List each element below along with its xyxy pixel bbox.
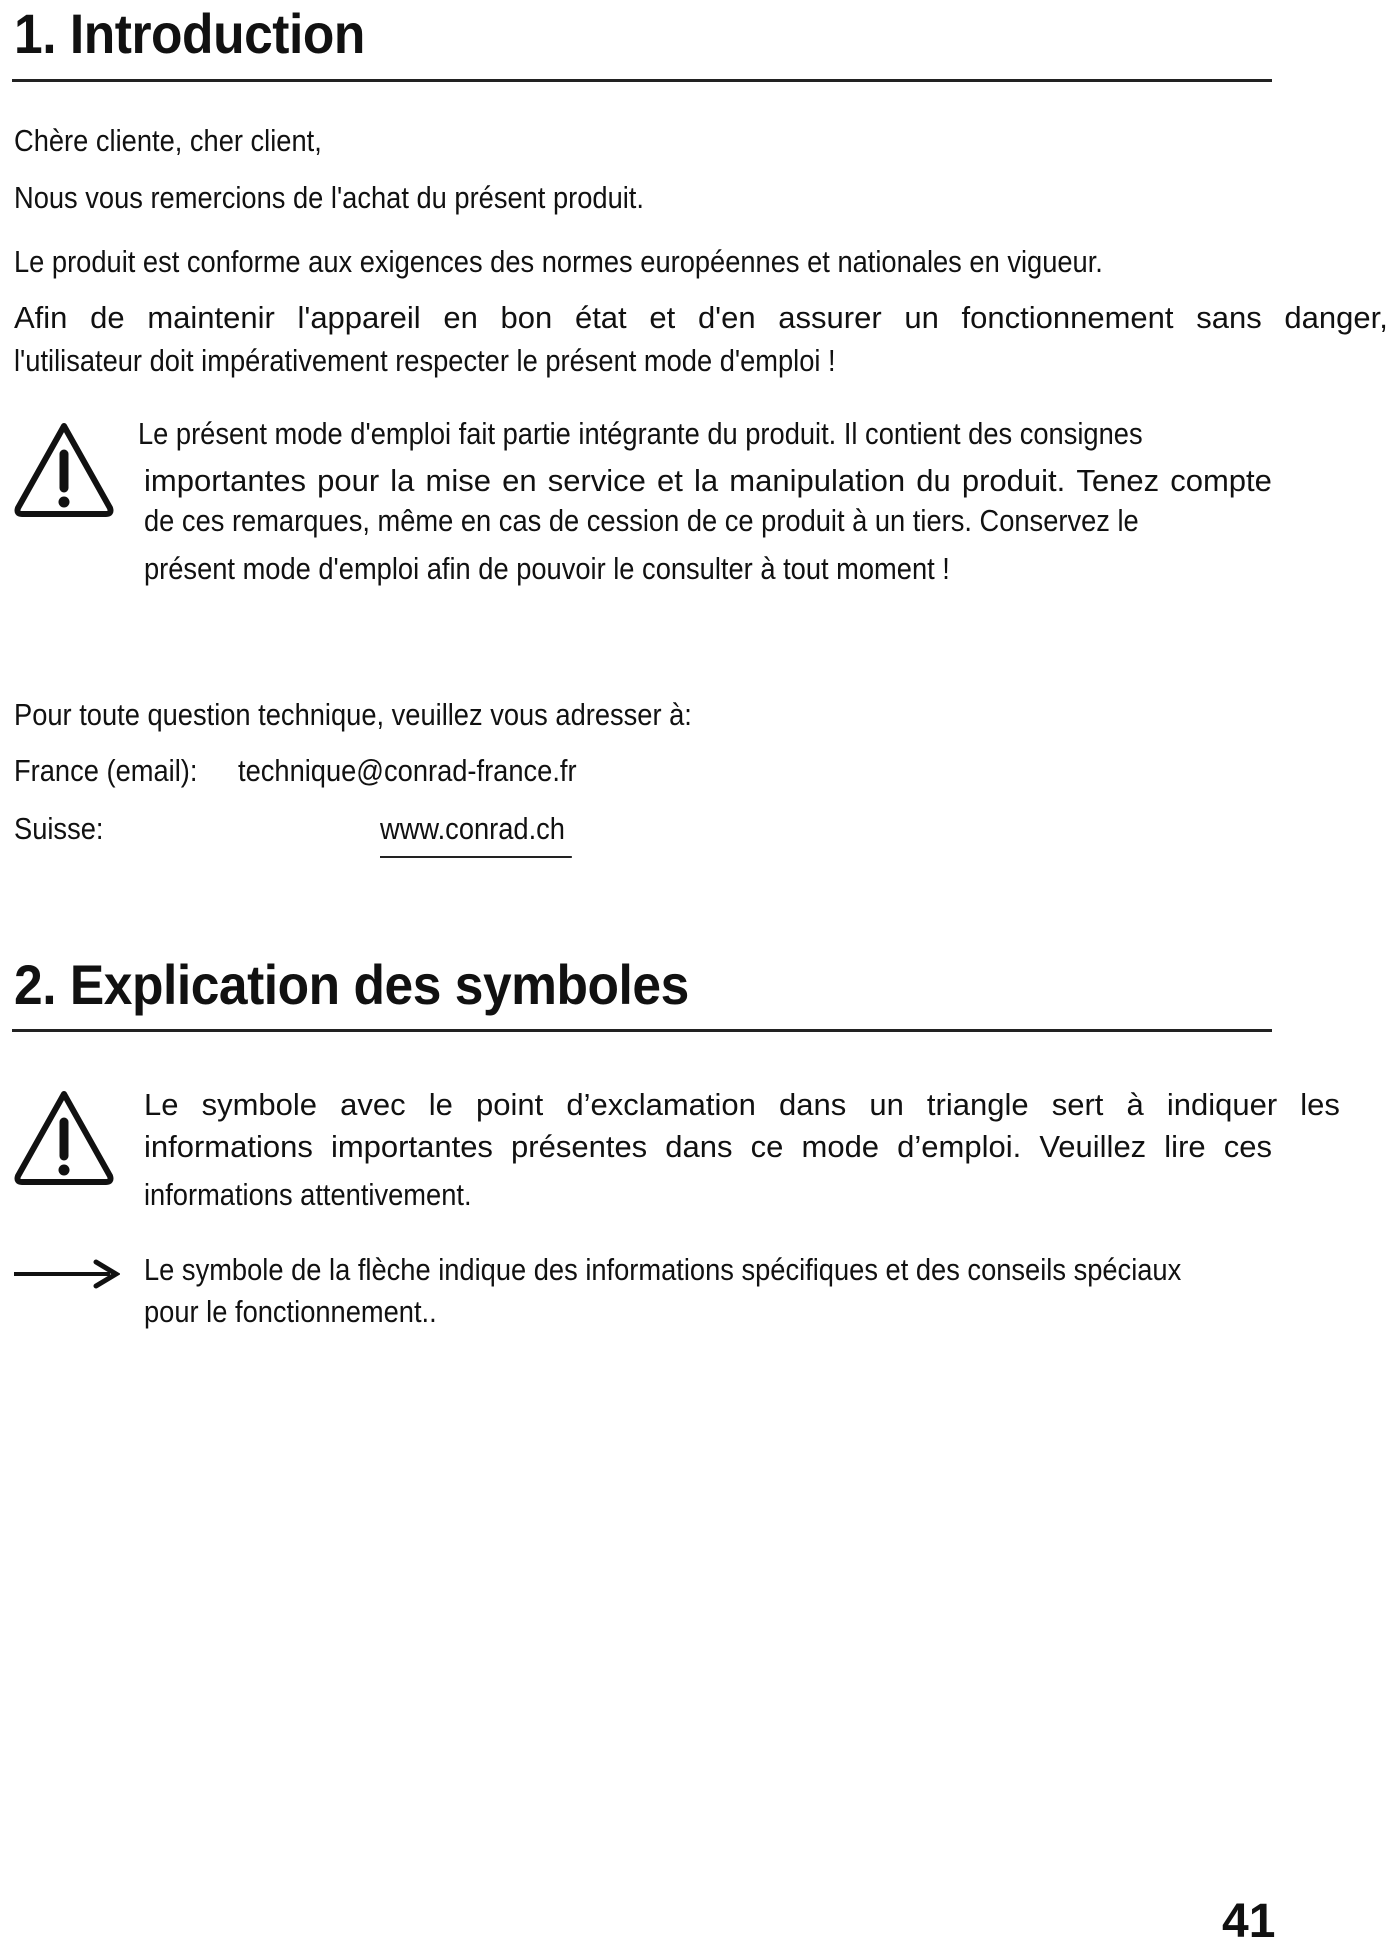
warning-line-2: importantes pour la mise en service et la manipulation du produit. Tenez compte (144, 463, 1272, 498)
greeting: Chère cliente, cher client, (14, 123, 322, 158)
suisse-label: Suisse: (14, 811, 104, 846)
symbol-warning-line-1: Le symbole avec le point d’exclamation dans un triangle sert à indiquer les (144, 1087, 1340, 1122)
suisse-url-text[interactable]: www.conrad.ch (380, 811, 572, 858)
conformity-paragraph: Le produit est conforme aux exigences des normes européennes et nationales en vigueur. (14, 244, 1103, 279)
page-number: 41 (1222, 1895, 1276, 1948)
thanks-paragraph: Nous vous remercions de l'achat du présent produit. (14, 180, 644, 215)
section-2-heading: 2. Explication des symboles (14, 953, 689, 1016)
maintain-paragraph-line-2: l'utilisateur doit impérativement respecter le présent mode d'emploi ! (14, 343, 836, 378)
warning-triangle-icon (10, 418, 118, 522)
symbol-warning-line-2: informations importantes présentes dans ce mode d’emploi. Veuillez lire ces (144, 1129, 1272, 1164)
section-1-heading: 1. Introduction (14, 2, 365, 65)
arrow-right-icon (12, 1254, 120, 1294)
warning-line-4: présent mode d'emploi afin de pouvoir le consulter à tout moment ! (144, 551, 950, 586)
section-2-rule (12, 1029, 1272, 1032)
arrow-symbol-line-2: pour le fonctionnement.. (144, 1294, 437, 1329)
suisse-url-link[interactable] (380, 813, 572, 844)
france-email-link[interactable]: technique@conrad-france.fr (238, 753, 577, 788)
warning-line-3: de ces remarques, même en cas de cession de ce produit à un tiers. Conservez le (144, 503, 1139, 538)
warning-triangle-icon (10, 1086, 118, 1190)
contact-intro: Pour toute question technique, veuillez vous adresser à: (14, 697, 692, 732)
france-label: France (email): (14, 753, 198, 788)
symbol-warning-line-3: informations attentivement. (144, 1177, 472, 1212)
section-1-rule (12, 79, 1272, 82)
maintain-paragraph-line-1: Afin de maintenir l'appareil en bon état et d'en assurer un fonctionnement sans danger, (14, 300, 1388, 335)
arrow-symbol-line-1: Le symbole de la flèche indique des informations spécifiques et des conseils spéciaux (144, 1252, 1182, 1287)
warning-line-1: Le présent mode d'emploi fait partie intégrante du produit. Il contient des consignes (138, 416, 1143, 451)
